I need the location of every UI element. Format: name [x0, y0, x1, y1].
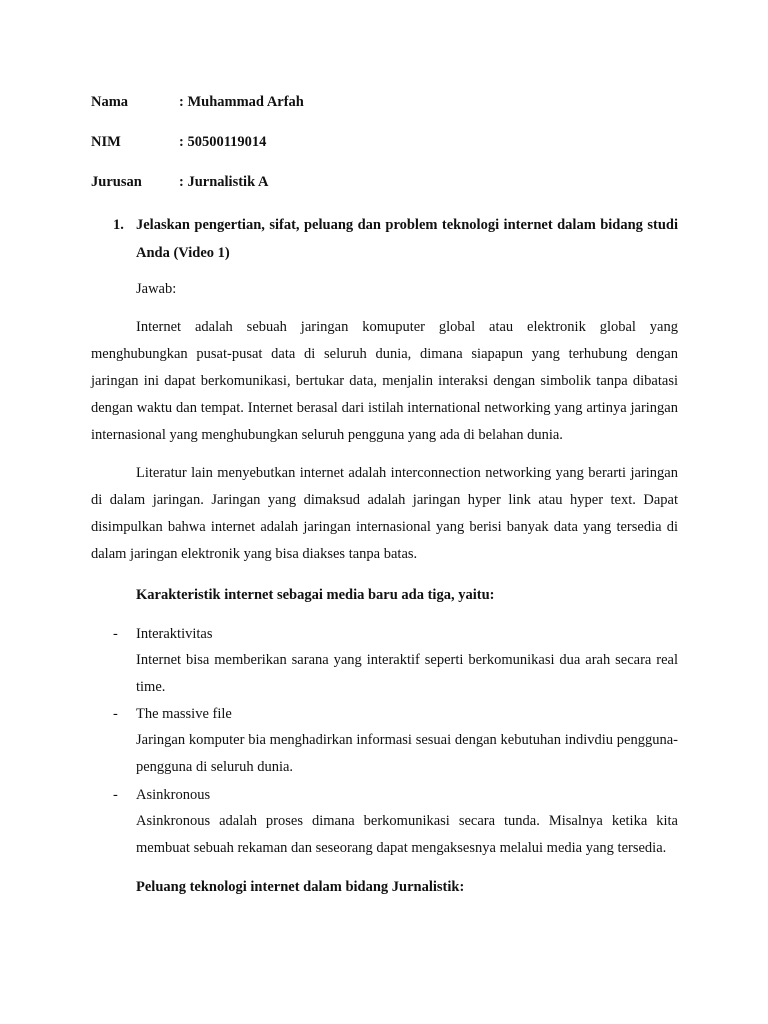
- bullet-marker: -: [113, 787, 118, 803]
- name-value: : Muhammad Arfah: [179, 94, 304, 110]
- characteristic-desc-interaktivitas: Internet bisa memberikan sarana yang interaktif seperti berkomunikasi dua arah secara real time.: [136, 652, 678, 695]
- major-value: : Jurnalistik A: [179, 174, 269, 190]
- nim-label: NIM: [91, 134, 121, 150]
- question-1: [113, 211, 678, 267]
- characteristic-desc-asinkronous: Asinkronous adalah proses dimana berkomunikasi secara tunda. Misalnya ketika kita membuat sebuah rekaman dan seseorang dapat mengaksesnya melalui media yang tersedia.: [136, 813, 678, 856]
- nim-value: : 50500119014: [179, 134, 267, 150]
- answer-label: Jawab:: [136, 281, 177, 297]
- characteristic-title-interaktivitas: Interaktivitas: [136, 626, 213, 642]
- characteristic-title-asinkronous: Asinkronous: [136, 787, 211, 803]
- characteristic-title-massive-file: The massive file: [136, 706, 232, 722]
- answer-paragraph-2: Literatur lain menyebutkan internet adalah interconnection networking yang berarti jaringan di dalam jaringan. Jaringan yang dimaksud adalah jaringan hyper link atau hyper text. Dapat disimpulkan bahwa internet adalah jaringan internasional yang berisi banyak data yang tersedia di dalam jaringan elektronik yang bisa diakses tanpa batas.: [91, 465, 678, 562]
- characteristic-desc-massive-file: Jaringan komputer bia menghadirkan informasi sesuai dengan kebutuhan indivdiu pengguna-pengguna di seluruh dunia.: [136, 732, 678, 775]
- opportunities-heading: Peluang teknologi internet dalam bidang Jurnalistik:: [136, 879, 465, 895]
- bullet-marker: -: [113, 706, 118, 722]
- name-label: Nama: [91, 94, 129, 110]
- major-label: Jurusan: [91, 174, 142, 190]
- question-text: Jelaskan pengertian, sifat, peluang dan problem teknologi internet dalam bidang studi Anda (Video 1): [136, 217, 678, 261]
- answer-paragraph-1: Internet adalah sebuah jaringan komuputer global atau elektronik global yang menghubungkan pusat-pusat data di seluruh dunia, dimana siapapun yang terhubung dengan jaringan ini dapat berkomunikasi, bertukar data, menjalin interaksi dengan simbolik tanpa dibatasi dengan waktu dan tempat. Internet berasal dari istilah international networking yang artinya jaringan internasional yang menghubungkan seluruh pengguna yang ada di belahan dunia.: [91, 319, 678, 443]
- characteristics-heading: Karakteristik internet sebagai media baru ada tiga, yaitu:: [136, 587, 495, 603]
- bullet-marker: -: [113, 626, 118, 642]
- question-number: 1.: [113, 217, 124, 233]
